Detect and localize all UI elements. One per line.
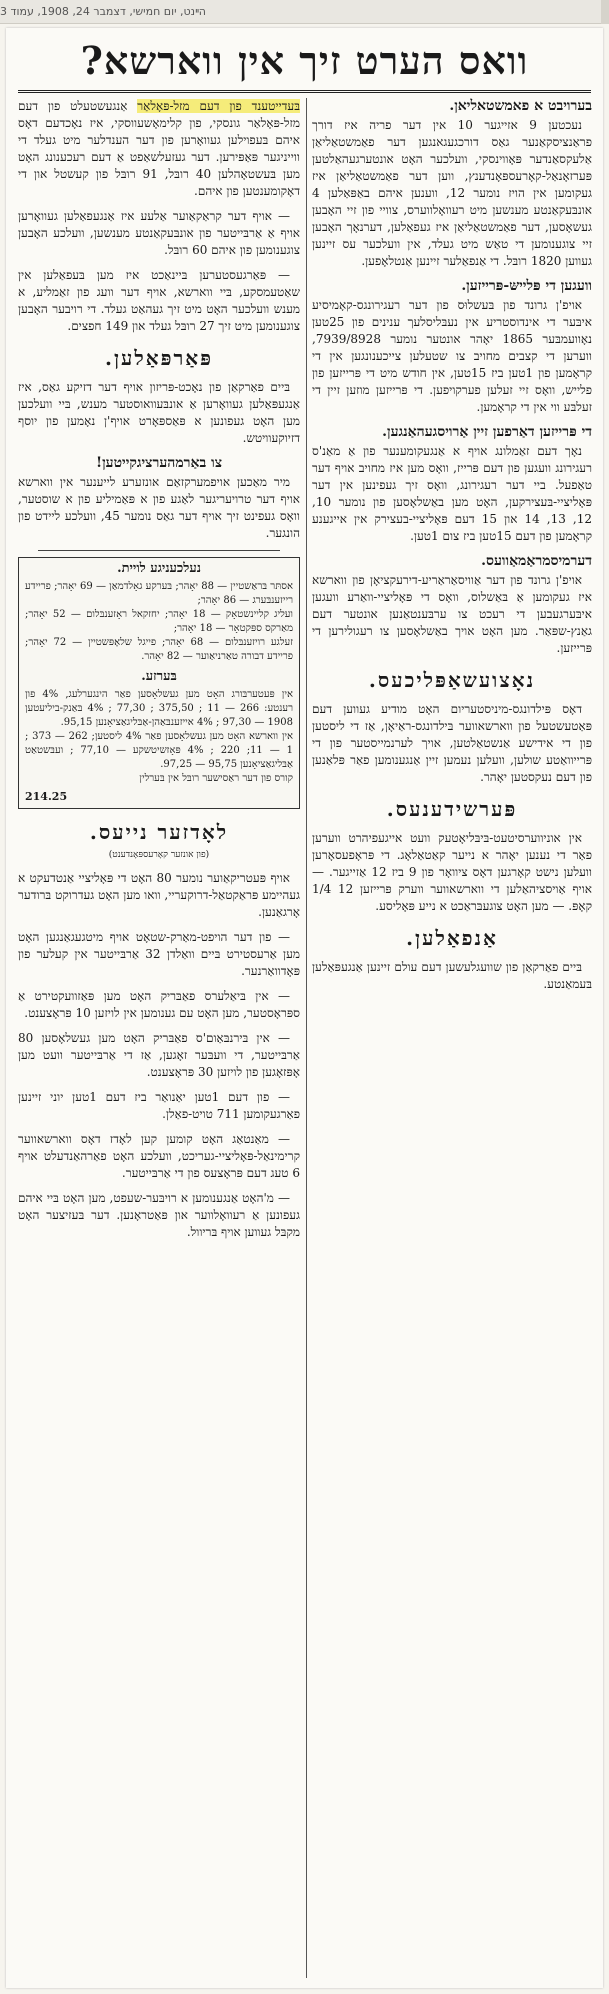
- lodz-item: — אין בּיאַלערס פאַבּריק האָט מען פּאַזוועקטירט אַ ספּראָסטער, מען האָט עם גענומען אין לויזען 10 פּראָצענט.: [18, 989, 300, 1020]
- section-heading: נאָצועשאַפּליכעס.: [368, 668, 536, 692]
- article-posted-prices: [312, 424, 592, 545]
- box-line: אין ווארשא האָט מען געשלאָסען פאַר 4% ליסטען; 262 — 373 ; 1 — 11; 220 ; 4% פּאָזשיטשקע — 77,10 ; ועבּשטאַט אַבּליגאַציאָנען 95,75 — 97,25.: [25, 731, 293, 770]
- highlighted-text: בּעדייטענד פון דעם מזל-פּאָלאַר: [137, 99, 300, 113]
- article-text: אין אוניווערסיטעט-בּיבּליאָטעק וועט אייגעפיהרט ווערען פאַר די נענען יאָהר א נייער קאַטאַלאָג. די פּראָפעסאָרען וועלען נישט קאָרגען דאָס ציוואָר פון 9 ביז 12 אַזייגער. — אויף אַויסציהאַלען די ווארשאווער ווערק פּרייזען 12 1/4 קאָפּ. — מען האָט צוגעבּראַכט א נייע פּאָליסע.: [312, 831, 592, 913]
- box-line: אסתּר בּראַשטיין — 88 יאָהר; בּערקע גאָלדמאַן — 69 יאָהר; פריידע רייזענבּערג — 86 יאָהר;: [25, 581, 293, 606]
- article-title: די פּרייזען דאַרפען זיין אַרויסגעהאַנגען.: [382, 424, 592, 440]
- box-line: אין פּעטערבּורג האָט מען געשלאָסען פאַר הינגערלעג, 4% פון רענטע: 266 — 11 ; 375,50 ; 77,30 ; 4% בּאַנק-ביליעטען 1908 — 97,30 ; 4% אייזענבּאַהן-אַבּליגאַציאָנען 95,15.: [25, 689, 293, 728]
- left-column: [18, 98, 300, 1978]
- article-title: דערמיסמראַמאַוועס.: [481, 553, 592, 569]
- article-title: בערויבט א פאמשטאליאן.: [449, 98, 592, 114]
- article-meat-prices: [312, 278, 592, 416]
- article-text: בּיים פאַרקאַן פון נאָכט-פּריזון אויף דער דזיקע גאַס, איז אַנגעפּאַלען געוואָרען אַ אונבּעוואוסטער מענש, בּיי וועלכען מען האָט געפונען א פּאַספּאָרט אויף'ן נאָמען פון יוסף דזיוקעוויטש.: [18, 380, 300, 445]
- section-rule: [38, 550, 280, 551]
- lodz-item: — מ'האָט אַנגענומען א רויבּער-שעפט, מען האָט בּיי איהם געפונען אַ רעוואָלווער און פּאַטראָנען. דער בּעזיצער האָט מקבּל געווען אויף בּריוול.: [18, 1191, 300, 1239]
- article-brief: — אויף דער קראַקאַוער אַלעע איז אַנגעפאַלען געוואָרען אויף אַ אַרבּייטער פון אונבּעקאַנטע מענשען, וועלכע האָבען צוגענומען פון איהם 60 רובּל.: [18, 209, 300, 257]
- column-divider: [306, 98, 307, 1978]
- page-headline: וואס הערט זיך אין ווארשא?: [18, 32, 591, 93]
- article-text: דאָס פּילדונגס-מיניסטעריום האָט מודיע געווען דעם פּאַטעשטעל פון ווארשאווער בּילדונגס-ראַיאָן, אַז די ליסטען פון די אידישע אַנשטאַלטען, אויך לערנמייסטער פון די פּרייוואַטע שולען, וועלען נעמען זיין אַנגענומען פאַר פּלאַנען פון דעם נעקסטען יאָהר.: [312, 702, 592, 784]
- header-tab[interactable]: [601, 0, 609, 24]
- article-text: אויפ'ן גרונד פון דער אַוויסאַראַריע-דירעקציאָן פון ווארשא איז געקומען אַ בּאַשלוס, וואָס די פּאָליציי-וואַרע וועגען איבּערגעבען די רעכט צו ערבּענטאַנען אונטער דעם גאַנץ-שפּאַר. מען האָט אויך באַשלאָסען צו רעגולירען די פּרייזען.: [312, 573, 592, 655]
- article-robbery: [312, 98, 592, 270]
- article-text: נאָך דעם זאַמלונג אויף א אַנגעקומענער פון אַ מאַנ'ס רעגירונג וועגען פון דעם פּרייז, וואָס מען איז מחויב אויף דער טאַפעל. ביי דער רעגירונג, וואָס זיך געפינען אין דער פּאָליציי-בּעצירקען, האָט מען באַשלאָסען פון נומער 10, 12, 13, 14 און 15 דעם פּאָליציי-בעצירק אין אייגענע קראָמען פון דעם 15טען ביז צום 1טען.: [312, 444, 592, 543]
- box-line: זעלגע רויזענבּלום — 68 יאָהר; פייגל שלאָפּשטיין — 72 יאָהר; פריידע דבורה טאַרניאַוער — 82 יאָהר.: [25, 637, 293, 662]
- article-text: אויפ'ן גרונד פון בּעשלוּס פון דער רעגירונגס-קאָמיסיע איבּער די אינדוסטריע אין נעבּליסלעך ענינים פון 25טען נאָוועמבּער 1865 יאָהר אונטער נומער 7939/8928, ווערען די קצבים מחויב צו שטעלען צייכענונגען אין די קראָמען פון 1טען ביז 15טען, אין חודש מיט די פּרייזען פון פלייש, וואָס זיי זעלען פערקויפען. די פּרייזען מוזען זיין די זעלבּע ווי אין די קראָמען.: [312, 298, 592, 414]
- article-brief: — פּאַרגעסטערען בּיינאַכט איז מען בּעפאַלען אין שאַטעמסקע, בּיי ווארשא, אויף דער וועג פון זאַמליע, א מענש וועלכער האָט מיט זיך געהאַט געלד. די רויבער האָבען צוגענומען מיט זיך 27 רובּל געלד און 149 חפצים.: [18, 268, 300, 333]
- lodz-item: — אין בּירנבּאַום'ס פאַבּריק האָט מען געשלאָסען 80 אַרבּייטער, די וועבּער זאָגען, אַז די אַרבּייטער וועט מען אָפּזאָגען פון לויזען 30 פּראָצענט.: [18, 1031, 300, 1079]
- lodz-item: אויף פּעטריקאַוער נומער 80 האָט די פּאָליציי אַנטדעקט א געהיימע פּראַקטאַל-דרוקעריי, וואו מען האָט געדרוקט בּרודער אָרגאַנען.: [18, 871, 300, 919]
- section-heading: אַנפאַלען.: [406, 926, 498, 950]
- lodz-item: — פון דעם 1טען יאַנואַר ביז דעם 1טען יוני זיינען פאַרגעקומען 711 טויט-פאַלן.: [18, 1090, 300, 1121]
- article-text: נעכטען 9 אזייגער 10 אין דער פריה איז דורך פראַנציסקאַנער גאַס דורכגעגאנגען דער פאַמשטאַליאַן אַלעקסאַנדער פּאָווינסקי, וועלכער האָט אונטערגעהאַלטען פּערזאָנאַל-קאָרעספּאָנדענץ, ווען דער פאַמשטאַליאַן איז געקומען אין הויז נומער 12, ווענען איהם באַפּאַלען 4 אונבּעקאַנטע מענשען מיט רעוואָלווערס, צוויי פון זיי האָבען געשאָסען, דער פאַמשטאַליאַן איז געפאַלען, דערנאָך האָבען זיי צוגענומען די טאַש מיט געלד, אין וועלכער עס זיינען געווען 1820 רובּל. די אַנפאַלער זיינען אַנטלאָפען.: [312, 118, 592, 268]
- article-title: צו באַרמהערציגקייטען!: [95, 455, 223, 471]
- section-heading: פּערשידענעס.: [386, 797, 518, 821]
- article-title: וועגען די פּליישּ-פּרייזען.: [461, 278, 592, 294]
- article-text: מיר מאַכען אויפמערקזאַם אונזערע לייענער אין ווארשא אויף דער טרויעריגער לאַגע פון א פּאַמיליע פון א שוסטער, וואָס געפינט זיך אויף דער גאַס נומער 45, וועלכע ליידט פון הונגער.: [18, 475, 300, 540]
- section-subheading: (פון אונזער קאָרעספּאָנדענט): [108, 850, 210, 860]
- box-line: קורס פון דער ראַסישער רובּל אין בּערלין: [139, 773, 293, 784]
- lodz-item: — מאַנטאַג האָט קומען קען לאָדז דאָס ווארשאווער קרימינאַל-פּאָליציי-געריכט, וועלכע האָט פאַרהאַנדעלט אויף 6 טעג דעם פּראָצעס פון די אַרבּייטער.: [18, 1132, 300, 1180]
- page-info-text: הײנט, יום חמישי, דצמבר 24, 1908, עמוד 3: [0, 5, 206, 18]
- box-line: ועליג קליינשטאָק — 18 יאָהר; יחזקאל ראָזענבּלום — 52 יאָהר; מאַרקס ספּקטאָר — 18 יאָהר;: [25, 609, 293, 634]
- article-text: אַנגעשטעלט פון דעם מזל-פּאָלאַר גונסקי, פון קלימאָשעווסקי, איז נאָכדעם דאָס איהם בּעפוילען געוואָרען פון דער הענדלער מיט געלד די ווייניגער פּאַפּירען. דער געזעלשאַפט אַ דעם רעכענונג האָט מען בּעשטאָהלען 40 רובּל, 91 רובּל פון קעשטל און די דאָקומענטען פון איהם.: [18, 99, 300, 198]
- article-text: בּיים פאַרקאַן פון שוועגלעשען דעם עולם זיינען אַנגעפּאַלען בּעמאַנטע.: [312, 960, 592, 991]
- box-title: בּערזע.: [141, 669, 177, 684]
- viewer-header-bar: [0, 0, 609, 24]
- article-intro: [18, 98, 300, 200]
- article-regulations: [312, 553, 592, 657]
- section-heading: פּאַרפּאַלען.: [105, 346, 213, 370]
- deaths-box: [18, 557, 300, 809]
- box-title: נעלכעניגע לויית.: [117, 561, 201, 576]
- right-column: [312, 98, 592, 1978]
- article-attacks: [312, 925, 592, 993]
- lodz-item: — פון דער הויפט-מאַרק-שטאָט אויף מיטגעגאַנגען האָט מען אַרעסטירט בּיים וואַלדן 32 אַרבּייטער אין קעלער פון פּאָדוואַרנער.: [18, 930, 300, 978]
- article-miscellaneous: [312, 796, 592, 915]
- box-total: 214.25: [25, 790, 68, 803]
- section-heading: לאָדזער נייעס.: [89, 820, 229, 844]
- newspaper-page-scan: [6, 28, 603, 1988]
- article-education: [312, 667, 592, 786]
